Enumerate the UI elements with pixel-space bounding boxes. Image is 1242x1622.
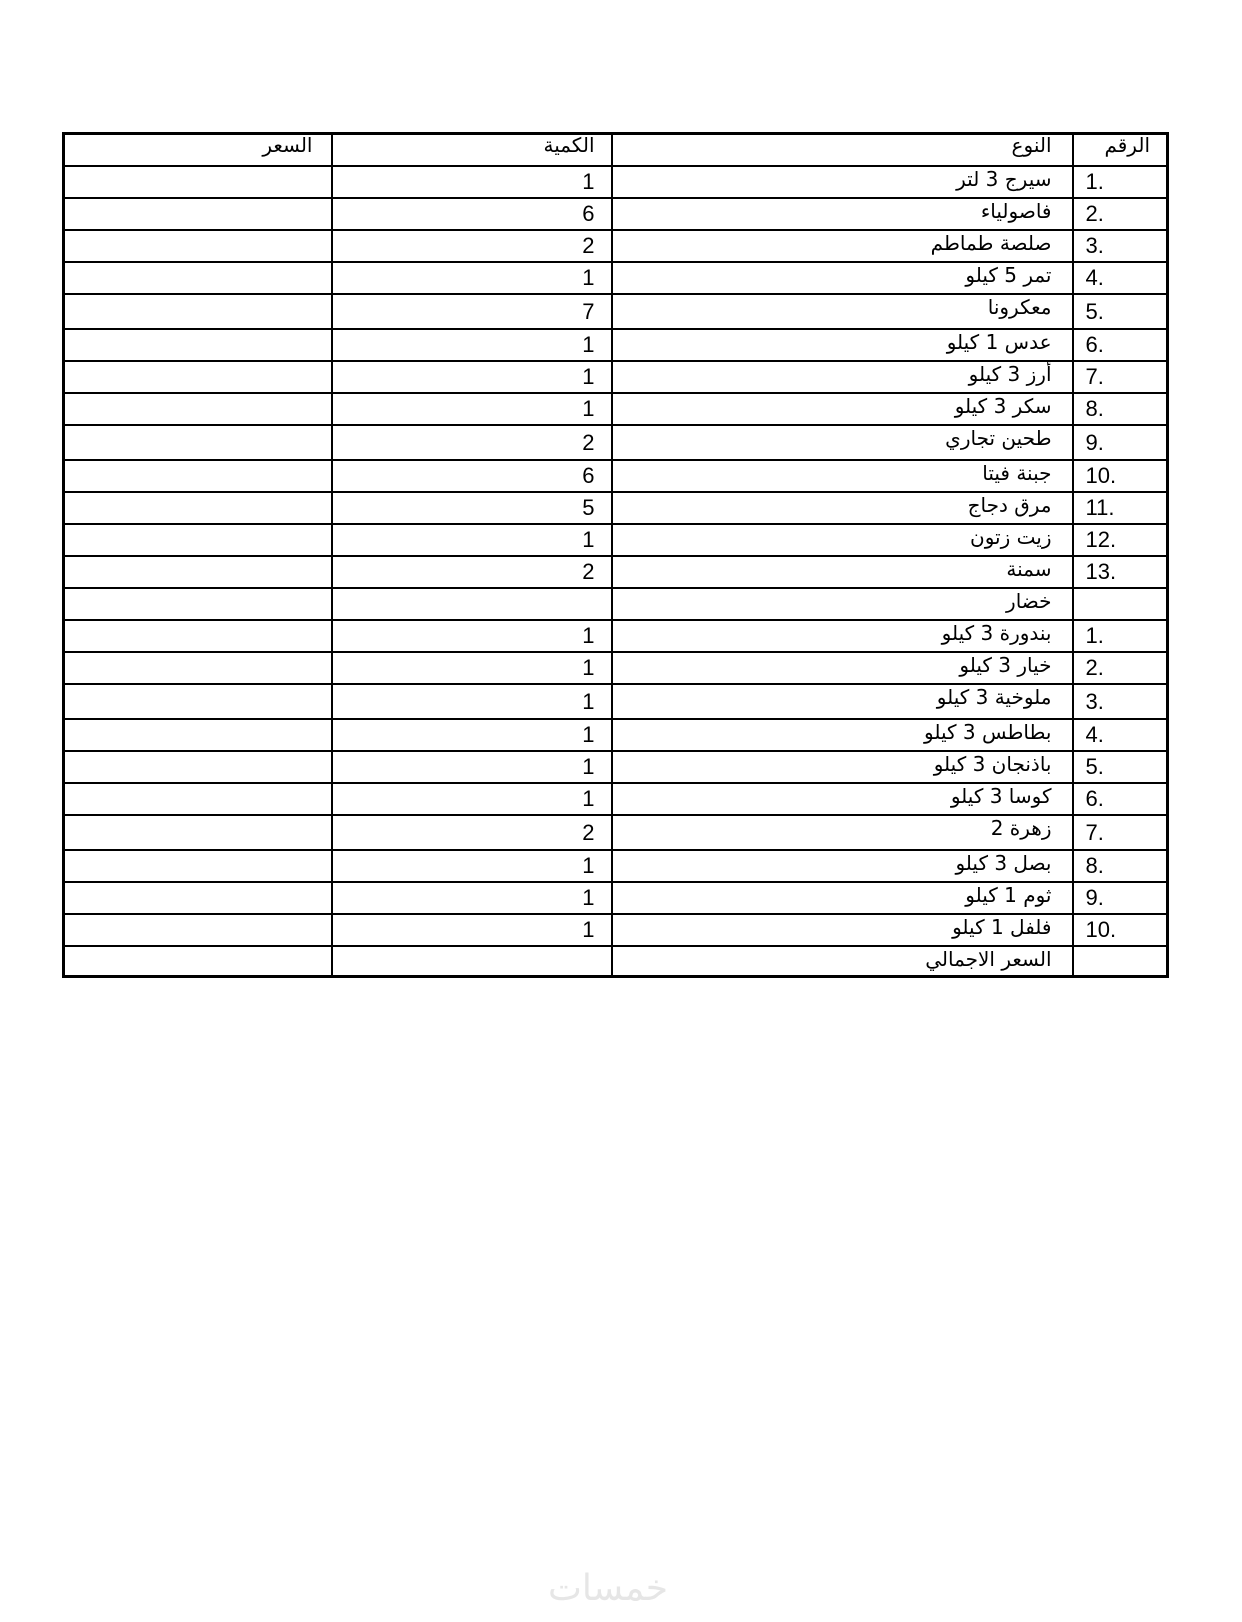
table-row: [64, 393, 1168, 425]
cell-number: [1073, 946, 1168, 976]
cell-type: بطاطس 3 كيلو: [612, 719, 1073, 751]
table-row: [64, 329, 1168, 361]
cell-price: [64, 652, 332, 684]
cell-quantity: 5: [332, 492, 612, 524]
table-row: [64, 492, 1168, 524]
cell-number: 1.: [1073, 166, 1168, 198]
cell-quantity: 1: [332, 166, 612, 198]
cell-number: 1.: [1073, 620, 1168, 652]
table-row: [64, 719, 1168, 751]
cell-price: [64, 588, 332, 620]
cell-type: فاصولياء: [612, 198, 1073, 230]
cell-type: مرق دجاج: [612, 492, 1073, 524]
cell-type: سمنة: [612, 556, 1073, 588]
table-row: [64, 460, 1168, 492]
cell-number: 2.: [1073, 198, 1168, 230]
cell-number: 12.: [1073, 524, 1168, 556]
cell-quantity: 1: [332, 850, 612, 882]
table-row: [64, 652, 1168, 684]
cell-number: 7.: [1073, 361, 1168, 393]
cell-price: [64, 556, 332, 588]
cell-type: سكر 3 كيلو: [612, 393, 1073, 425]
cell-type: ثوم 1 كيلو: [612, 882, 1073, 914]
cell-type: جبنة فيتا: [612, 460, 1073, 492]
cell-quantity: 1: [332, 329, 612, 361]
watermark-logo: خمسات: [548, 1568, 669, 1609]
cell-number: 3.: [1073, 230, 1168, 262]
cell-type: باذنجان 3 كيلو: [612, 751, 1073, 783]
cell-number: 9.: [1073, 425, 1168, 460]
table-row: [64, 684, 1168, 719]
cell-quantity: 1: [332, 393, 612, 425]
cell-price: [64, 230, 332, 262]
header-number: الرقم: [1073, 134, 1168, 167]
table-body: [64, 166, 1168, 976]
cell-type: زيت زتون: [612, 524, 1073, 556]
cell-price: [64, 262, 332, 294]
cell-number: 6.: [1073, 329, 1168, 361]
cell-type: تمر 5 كيلو: [612, 262, 1073, 294]
cell-price: [64, 425, 332, 460]
cell-quantity: 7: [332, 294, 612, 329]
cell-number: 13.: [1073, 556, 1168, 588]
cell-type: زهرة 2: [612, 815, 1073, 850]
cell-number: 10.: [1073, 914, 1168, 946]
table-row: [64, 262, 1168, 294]
cell-number: 9.: [1073, 882, 1168, 914]
table-row: [64, 361, 1168, 393]
cell-quantity: 1: [332, 524, 612, 556]
cell-price: [64, 850, 332, 882]
cell-type: بندورة 3 كيلو: [612, 620, 1073, 652]
cell-quantity: 1: [332, 262, 612, 294]
cell-price: [64, 361, 332, 393]
cell-quantity: 2: [332, 425, 612, 460]
cell-price: [64, 393, 332, 425]
cell-price: [64, 460, 332, 492]
cell-price: [64, 882, 332, 914]
cell-quantity: 2: [332, 815, 612, 850]
cell-number: [1073, 588, 1168, 620]
cell-price: [64, 524, 332, 556]
cell-number: 4.: [1073, 719, 1168, 751]
cell-quantity: 1: [332, 882, 612, 914]
cell-type: ملوخية 3 كيلو: [612, 684, 1073, 719]
cell-number: 5.: [1073, 751, 1168, 783]
cell-number: 8.: [1073, 393, 1168, 425]
cell-quantity: 1: [332, 783, 612, 815]
cell-price: [64, 719, 332, 751]
cell-quantity: [332, 588, 612, 620]
cell-number: 4.: [1073, 262, 1168, 294]
cell-quantity: 6: [332, 198, 612, 230]
table-row: [64, 783, 1168, 815]
table-row: [64, 946, 1168, 976]
cell-quantity: 1: [332, 751, 612, 783]
cell-number: 8.: [1073, 850, 1168, 882]
cell-price: [64, 751, 332, 783]
table-row: [64, 524, 1168, 556]
cell-quantity: 1: [332, 719, 612, 751]
cell-price: [64, 783, 332, 815]
cell-type: فلفل 1 كيلو: [612, 914, 1073, 946]
cell-quantity: 1: [332, 684, 612, 719]
cell-type: كوسا 3 كيلو: [612, 783, 1073, 815]
table-row: [64, 166, 1168, 198]
cell-type: طحين تجاري: [612, 425, 1073, 460]
cell-number: 10.: [1073, 460, 1168, 492]
cell-number: 11.: [1073, 492, 1168, 524]
cell-quantity: 1: [332, 652, 612, 684]
cell-number: 5.: [1073, 294, 1168, 329]
cell-number: 7.: [1073, 815, 1168, 850]
cell-number: 3.: [1073, 684, 1168, 719]
cell-price: [64, 914, 332, 946]
table-row: [64, 198, 1168, 230]
cell-price: [64, 684, 332, 719]
cell-quantity: 6: [332, 460, 612, 492]
cell-quantity: 1: [332, 914, 612, 946]
cell-price: [64, 329, 332, 361]
cell-quantity: [332, 946, 612, 976]
cell-price: [64, 492, 332, 524]
table-row: [64, 230, 1168, 262]
cell-price: [64, 294, 332, 329]
cell-number: 6.: [1073, 783, 1168, 815]
table-row: [64, 294, 1168, 329]
table-row: [64, 850, 1168, 882]
table-row: [64, 556, 1168, 588]
header-price: السعر: [64, 134, 332, 167]
cell-type: خضار: [612, 588, 1073, 620]
table-row: [64, 751, 1168, 783]
cell-type: بصل 3 كيلو: [612, 850, 1073, 882]
cell-quantity: 2: [332, 230, 612, 262]
table-row: [64, 914, 1168, 946]
table-row: [64, 588, 1168, 620]
cell-type: صلصة طماطم: [612, 230, 1073, 262]
cell-price: [64, 198, 332, 230]
table-row: [64, 882, 1168, 914]
cell-type: معكرونا: [612, 294, 1073, 329]
table-row: [64, 620, 1168, 652]
cell-price: [64, 620, 332, 652]
table-row: [64, 425, 1168, 460]
cell-type: أرز 3 كيلو: [612, 361, 1073, 393]
cell-type: السعر الاجمالي: [612, 946, 1073, 976]
cell-quantity: 1: [332, 361, 612, 393]
table-row: [64, 815, 1168, 850]
cell-price: [64, 946, 332, 976]
cell-type: سيرج 3 لتر: [612, 166, 1073, 198]
header-quantity: الكمية: [332, 134, 612, 167]
cell-number: 2.: [1073, 652, 1168, 684]
cell-quantity: 2: [332, 556, 612, 588]
cell-price: [64, 166, 332, 198]
cell-type: عدس 1 كيلو: [612, 329, 1073, 361]
cell-type: خيار 3 كيلو: [612, 652, 1073, 684]
shopping-list-table: [62, 132, 1169, 978]
cell-quantity: 1: [332, 620, 612, 652]
cell-price: [64, 815, 332, 850]
header-type: النوع: [612, 134, 1073, 167]
table-header-row: [64, 134, 1168, 167]
